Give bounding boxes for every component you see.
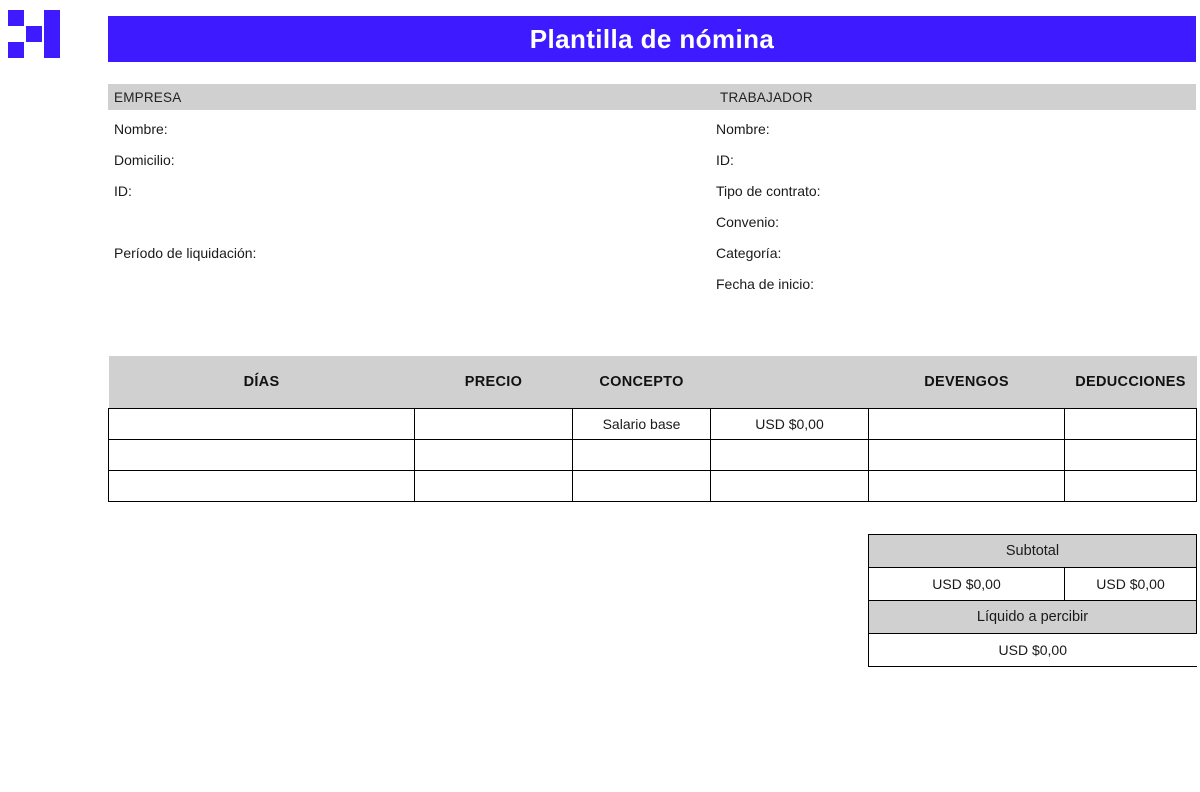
table-header-row — [109, 356, 1197, 409]
totals-subtotal-header-row — [869, 535, 1197, 568]
table-row — [109, 409, 1197, 440]
cell-precio[interactable] — [415, 471, 573, 502]
cell-precio[interactable] — [415, 440, 573, 471]
cell-deducciones[interactable] — [1065, 471, 1197, 502]
cell-dias[interactable] — [109, 409, 415, 440]
company-field-domicilio: Domicilio: — [114, 152, 175, 168]
cell-concepto[interactable] — [573, 471, 711, 502]
logo-bar — [44, 10, 60, 58]
cell-devengos[interactable] — [869, 440, 1065, 471]
totals-subtotal-values-row — [869, 568, 1197, 601]
column-header-devengos: DEVENGOS — [869, 356, 1065, 409]
subtotal-devengos-value[interactable]: USD $0,00 — [869, 568, 1065, 601]
table-row — [109, 471, 1197, 502]
column-header-precio: PRECIO — [415, 356, 573, 409]
worker-field-tipo-contrato: Tipo de contrato: — [716, 183, 821, 199]
column-header-dias: DÍAS — [109, 356, 415, 409]
subtotal-deducciones-value[interactable]: USD $0,00 — [1065, 568, 1197, 601]
cell-dias[interactable] — [109, 440, 415, 471]
worker-field-convenio: Convenio: — [716, 214, 780, 230]
company-section-label: EMPRESA — [114, 89, 182, 105]
worker-field-fecha-inicio: Fecha de inicio: — [716, 276, 815, 292]
cell-dias[interactable] — [109, 471, 415, 502]
worker-field-categoria: Categoría: — [716, 245, 782, 261]
section-header-bar — [108, 84, 1196, 110]
logo-square-1 — [8, 10, 24, 26]
cell-importe[interactable] — [711, 471, 869, 502]
company-field-periodo: Período de liquidación: — [114, 245, 257, 261]
cell-concepto[interactable]: Salario base — [573, 409, 711, 440]
column-header-concepto: CONCEPTO — [573, 356, 711, 409]
worker-field-nombre: Nombre: — [716, 121, 770, 137]
payroll-table — [108, 356, 1197, 502]
info-area — [108, 114, 1196, 304]
logo-square-2 — [26, 26, 42, 42]
cell-devengos[interactable] — [869, 409, 1065, 440]
column-header-importe — [711, 356, 869, 409]
logo-square-3 — [8, 42, 24, 58]
cell-devengos[interactable] — [869, 471, 1065, 502]
net-label: Líquido a percibir — [869, 601, 1197, 634]
page-title: Plantilla de nómina — [108, 16, 1196, 62]
subtotal-label: Subtotal — [869, 535, 1197, 568]
cell-precio[interactable] — [415, 409, 573, 440]
cell-importe[interactable]: USD $0,00 — [711, 409, 869, 440]
net-value[interactable]: USD $0,00 — [869, 634, 1197, 667]
column-header-deducciones: DEDUCCIONES — [1065, 356, 1197, 409]
cell-deducciones[interactable] — [1065, 409, 1197, 440]
company-field-id: ID: — [114, 183, 132, 199]
cell-importe[interactable] — [711, 440, 869, 471]
worker-section-label: TRABAJADOR — [720, 89, 813, 105]
totals-table — [868, 534, 1197, 667]
cell-deducciones[interactable] — [1065, 440, 1197, 471]
totals-net-header-row — [869, 601, 1197, 634]
company-fields — [114, 114, 694, 269]
worker-field-id: ID: — [716, 152, 734, 168]
worker-fields — [716, 114, 1186, 300]
totals-net-values-row — [869, 634, 1197, 667]
cell-concepto[interactable] — [573, 440, 711, 471]
table-row — [109, 440, 1197, 471]
brand-logo — [8, 10, 70, 62]
company-field-nombre: Nombre: — [114, 121, 168, 137]
